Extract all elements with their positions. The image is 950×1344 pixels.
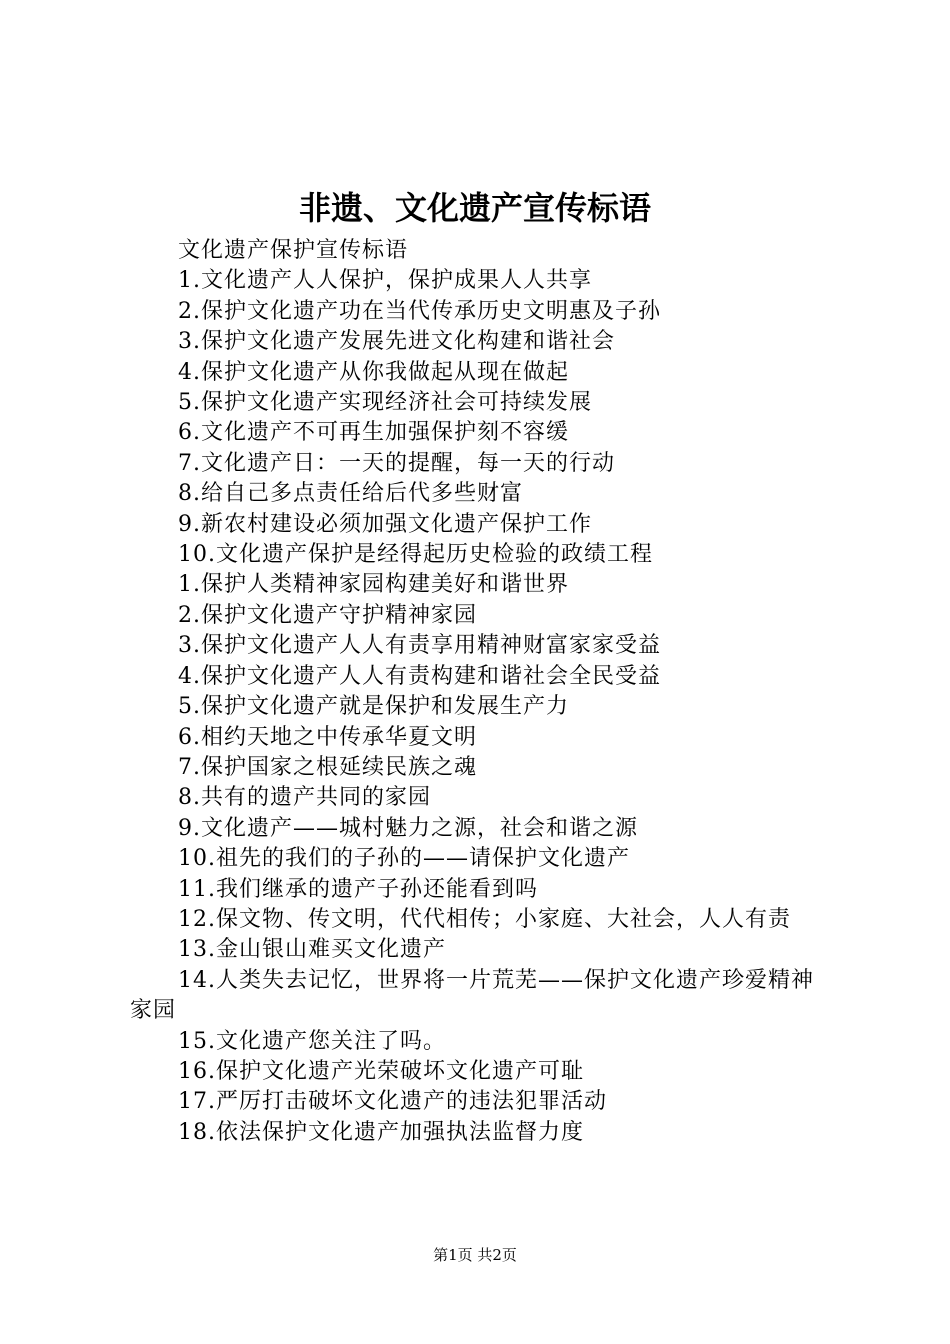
slogan-item: 3.保护文化遗产人人有责享用精神财富家家受益 <box>178 633 661 659</box>
slogan-item: 9.新农村建设必须加强文化遗产保护工作 <box>178 511 592 537</box>
slogan-item: 14.人类失去记忆，世界将一片荒芜——保护文化遗产珍爱精神家园 <box>130 967 814 1024</box>
slogan-item: 15.文化遗产您关注了吗。 <box>178 1028 446 1054</box>
slogan-item: 12.保文物、传文明，代代相传；小家庭、大社会，人人有责 <box>178 906 791 932</box>
slogan-item: 16.保护文化遗产光荣破坏文化遗产可耻 <box>178 1058 584 1084</box>
slogan-item: 3.保护文化遗产发展先进文化构建和谐社会 <box>178 329 615 355</box>
slogan-item: 1.保护人类精神家园构建美好和谐世界 <box>178 572 569 598</box>
slogan-item: 4.保护文化遗产从你我做起从现在做起 <box>178 359 569 385</box>
slogan-item: 8.给自己多点责任给后代多些财富 <box>178 481 523 507</box>
paragraph-subtitle: 文化遗产保护宣传标语 <box>178 238 409 263</box>
page-footer: 第1页 共2页 <box>433 1246 517 1264</box>
slogan-item: 5.保护文化遗产就是保护和发展生产力 <box>178 694 569 720</box>
slogan-item: 2.保护文化遗产守护精神家园 <box>178 602 477 628</box>
slogan-item: 1.文化遗产人人保护，保护成果人人共享 <box>178 268 592 294</box>
slogan-item: 10.文化遗产保护是经得起历史检验的政绩工程 <box>178 542 653 568</box>
document-body <box>130 236 830 1148</box>
slogan-item: 11.我们继承的遗产子孙还能看到吗 <box>178 876 538 902</box>
slogan-item: 17.严厉打击破坏文化遗产的违法犯罪活动 <box>178 1089 607 1115</box>
slogan-item: 18.依法保护文化遗产加强执法监督力度 <box>178 1119 584 1145</box>
slogan-item: 7.保护国家之根延续民族之魂 <box>178 754 477 780</box>
slogan-item: 8.共有的遗产共同的家园 <box>178 785 431 811</box>
slogan-item: 13.金山银山难买文化遗产 <box>178 937 446 963</box>
slogan-item: 7.文化遗产日：一天的提醒，每一天的行动 <box>178 450 615 476</box>
slogan-item: 5.保护文化遗产实现经济社会可持续发展 <box>178 390 592 416</box>
slogan-item: 2.保护文化遗产功在当代传承历史文明惠及子孙 <box>178 298 661 324</box>
slogan-item: 4.保护文化遗产人人有责构建和谐社会全民受益 <box>178 663 661 689</box>
slogan-item: 9.文化遗产——城村魅力之源，社会和谐之源 <box>178 815 638 841</box>
slogan-item: 6.相约天地之中传承华夏文明 <box>178 724 477 750</box>
slogan-item: 6.文化遗产不可再生加强保护刻不容缓 <box>178 420 569 446</box>
slogan-item: 10.祖先的我们的子孙的——请保护文化遗产 <box>178 846 630 872</box>
page-title: 非遗、文化遗产宣传标语 <box>298 189 651 227</box>
